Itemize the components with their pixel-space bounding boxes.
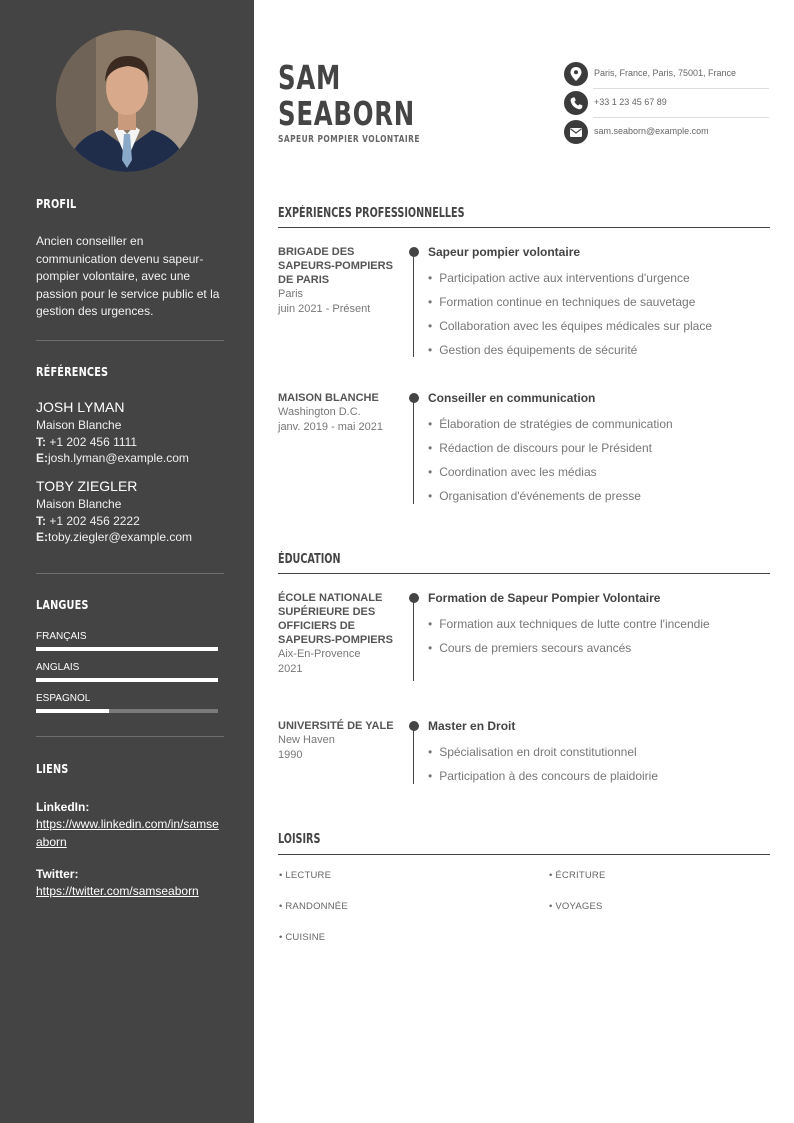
org-dates: 2021 — [278, 662, 303, 675]
reference-phone: T: +1 202 456 2222 — [36, 514, 140, 528]
contact-phone-row — [564, 91, 769, 115]
role-title: Sapeur pompier volontaire — [428, 245, 581, 259]
phone-icon — [564, 91, 588, 115]
org-name-line: OFFICIERS DE — [278, 620, 356, 632]
references-title: RÉFÉRENCES — [36, 364, 109, 379]
language-item — [36, 662, 224, 682]
profile-section — [36, 196, 224, 321]
envelope-icon — [564, 120, 588, 144]
timeline-dot — [409, 247, 419, 257]
language-name: FRANÇAIS — [36, 631, 87, 642]
reference-email: E:josh.lyman@example.com — [36, 451, 189, 465]
org-location: Aix-En-Provence — [278, 648, 361, 660]
org-name-line: DE PARIS — [278, 274, 330, 286]
section-rule — [278, 573, 770, 574]
profile-text: Ancien conseiller en communication devenu sapeur-pompier volontaire, avec une passion pour le service public et la gestion des urgences. — [36, 234, 220, 318]
twitter-label: Twitter: — [36, 867, 79, 881]
bullet-item: • Élaboration de stratégies de communication — [428, 417, 673, 441]
languages-section — [36, 597, 224, 713]
profile-photo — [56, 30, 198, 172]
contact-address-row — [564, 62, 769, 86]
timeline-dot — [409, 721, 419, 731]
first-name: SAM — [278, 58, 342, 97]
language-level-fill — [36, 678, 218, 682]
sidebar-divider — [36, 736, 224, 737]
reference-name: TOBY ZIEGLER — [36, 478, 138, 494]
twitter-link[interactable]: https://twitter.com/samseaborn — [36, 884, 199, 898]
hobby-item: • RANDONNÉE — [279, 901, 348, 912]
job-title: SAPEUR POMPIER VOLONTAIRE — [278, 134, 420, 145]
linkedin-link[interactable]: https://www.linkedin.com/in/samseaborn — [36, 817, 219, 849]
role-bullets — [428, 271, 712, 367]
links-title: LIENS — [36, 761, 69, 776]
org-name-line: SAPEURS-POMPIERS — [278, 260, 393, 272]
timeline-line — [413, 397, 414, 504]
role-bullets — [428, 417, 673, 513]
experience-org — [278, 391, 400, 434]
bullet-item: • Participation active aux interventions d'urgence — [428, 271, 712, 295]
role-title: Conseiller en communication — [428, 391, 596, 405]
bullet-item: • Organisation d'événements de presse — [428, 489, 673, 513]
timeline-dot — [409, 593, 419, 603]
timeline-line — [413, 251, 414, 357]
section-rule — [278, 227, 770, 228]
language-name: ESPAGNOL — [36, 693, 91, 704]
degree-title: Formation de Sapeur Pompier Volontaire — [428, 591, 661, 605]
language-level-bar — [36, 678, 218, 682]
contact-divider — [593, 88, 769, 89]
bullet-item: • Spécialisation en droit constitutionnel — [428, 745, 658, 769]
org-name-line: SUPÉRIEURE DES — [278, 606, 376, 618]
timeline-dot — [409, 393, 419, 403]
location-pin-icon — [564, 62, 588, 86]
bullet-item: • Participation à des concours de plaidoirie — [428, 769, 658, 793]
org-dates: 1990 — [278, 748, 303, 761]
reference-item — [36, 399, 224, 466]
links-section — [36, 761, 224, 900]
reference-org: Maison Blanche — [36, 418, 122, 432]
profile-title: PROFIL — [36, 196, 77, 211]
education-title: ÉDUCATION — [278, 552, 341, 567]
bullet-item: • Cours de premiers secours avancés — [428, 641, 710, 665]
language-item — [36, 693, 224, 713]
timeline-line — [413, 597, 414, 681]
sidebar — [0, 0, 254, 1123]
contact-email-row — [564, 120, 769, 144]
bullet-item: • Gestion des équipements de sécurité — [428, 343, 712, 367]
contact-divider — [593, 117, 769, 118]
linkedin-label: LinkedIn: — [36, 800, 90, 814]
contact-phone: +33 1 23 45 67 89 — [594, 97, 667, 107]
org-dates: juin 2021 - Présent — [278, 302, 371, 315]
language-level-fill — [36, 709, 109, 713]
bullet-item: • Collaboration avec les équipes médicales sur place — [428, 319, 712, 343]
hobby-item: • VOYAGES — [549, 901, 603, 912]
sidebar-divider — [36, 573, 224, 574]
education-org — [278, 719, 400, 762]
languages-title: LANGUES — [36, 597, 89, 612]
language-item — [36, 631, 224, 651]
bullet-item: • Coordination avec les médias — [428, 465, 673, 489]
portrait-image — [56, 30, 198, 172]
language-level-fill — [36, 647, 218, 651]
org-name-line: UNIVERSITÉ DE YALE — [278, 720, 394, 732]
bullet-item: • Rédaction de discours pour le Président — [428, 441, 673, 465]
experience-org — [278, 245, 400, 316]
education-org — [278, 591, 400, 676]
references-section — [36, 364, 224, 545]
org-name-line: BRIGADE DES — [278, 246, 355, 258]
timeline-line — [413, 725, 414, 784]
hobby-item: • CUISINE — [279, 932, 325, 943]
org-location: Paris — [278, 288, 304, 300]
language-name: ANGLAIS — [36, 662, 80, 673]
degree-bullets — [428, 617, 710, 665]
org-dates: janv. 2019 - mai 2021 — [278, 420, 383, 433]
bullet-item: • Formation aux techniques de lutte contre l'incendie — [428, 617, 710, 641]
section-rule — [278, 854, 770, 855]
hobby-item: • ÉCRITURE — [549, 870, 606, 881]
org-location: New Haven — [278, 734, 335, 746]
sidebar-divider — [36, 340, 224, 341]
reference-org: Maison Blanche — [36, 497, 122, 511]
reference-name: JOSH LYMAN — [36, 399, 125, 415]
experience-title: EXPÉRIENCES PROFESSIONNELLES — [278, 206, 465, 221]
contact-address: Paris, France, Paris, 75001, France — [594, 68, 737, 78]
hobby-item: • LECTURE — [279, 870, 331, 881]
link-item — [36, 866, 224, 900]
org-name-line: MAISON BLANCHE — [278, 392, 379, 404]
language-level-bar — [36, 647, 218, 651]
reference-phone: T: +1 202 456 1111 — [36, 435, 138, 449]
org-name-line: SAPEURS-POMPIERS — [278, 634, 393, 646]
contact-email: sam.seaborn@example.com — [594, 126, 709, 136]
bullet-item: • Formation continue en techniques de sauvetage — [428, 295, 712, 319]
hobbies-title: LOISIRS — [278, 832, 321, 847]
reference-email: E:toby.ziegler@example.com — [36, 530, 193, 544]
language-level-bar — [36, 709, 218, 713]
degree-bullets — [428, 745, 658, 793]
degree-title: Master en Droit — [428, 719, 516, 733]
org-name-line: ÉCOLE NATIONALE — [278, 592, 383, 604]
reference-item — [36, 478, 224, 545]
last-name: SEABORN — [278, 94, 415, 133]
link-item — [36, 799, 224, 851]
org-location: Washington D.C. — [278, 406, 361, 418]
